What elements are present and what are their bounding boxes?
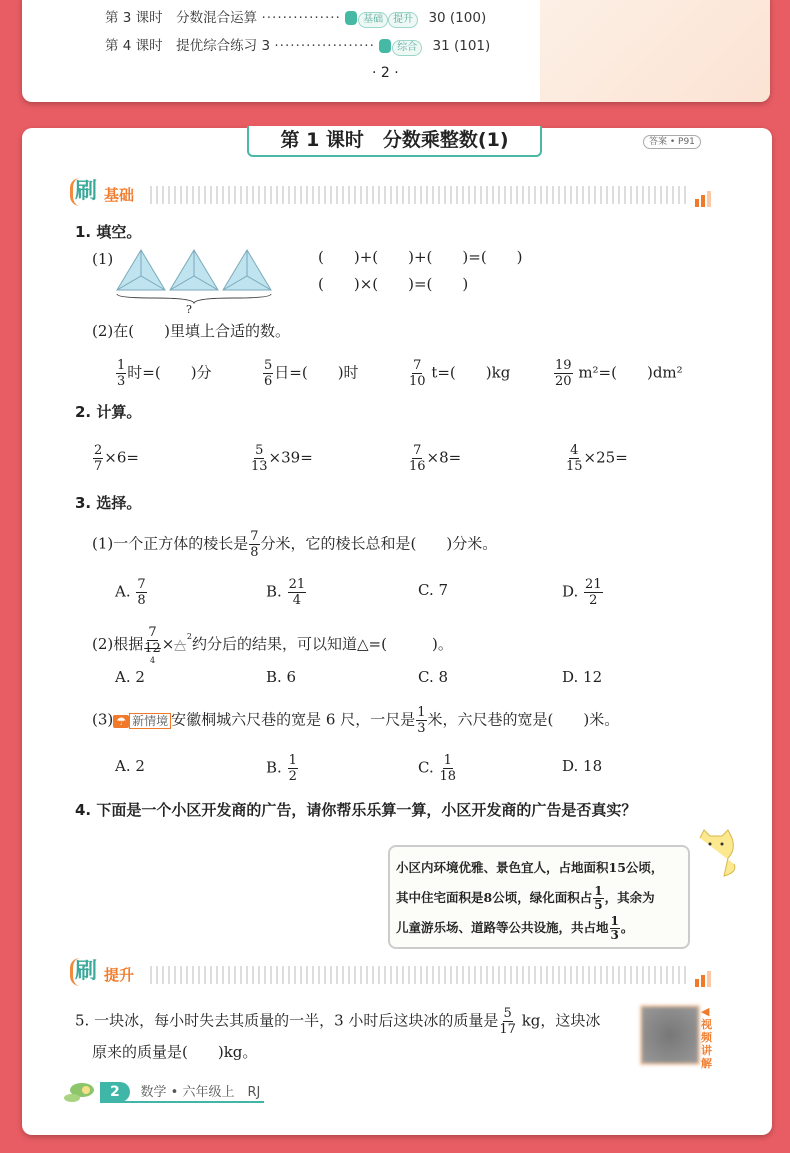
crossed-triangle: △ <box>174 635 186 653</box>
text: 其中住宅面积是8公顷，绿化面积占 <box>396 890 593 905</box>
text: 7 <box>137 577 146 592</box>
text: 8 <box>137 593 146 608</box>
calc-item[interactable]: $\frac{5}{13}$ ×39= <box>251 443 313 474</box>
option-c[interactable]: C. 7 <box>418 581 449 599</box>
fraction <box>116 358 126 389</box>
section-header-basic <box>70 178 715 208</box>
text: 3 <box>117 374 126 389</box>
book-title: 数学 • 六年级上 RJ <box>140 1085 261 1100</box>
text: 3 <box>610 928 619 942</box>
text: 17 <box>499 1022 516 1037</box>
section-label: 基础 <box>104 186 135 204</box>
text: 20 <box>555 374 572 389</box>
toc-row[interactable] <box>105 8 486 28</box>
toc-name: 提优综合练习 3 <box>176 38 271 54</box>
footer <box>100 1081 264 1103</box>
option-c[interactable]: C. $\frac{1}{18}$ <box>418 753 457 784</box>
text: 21 <box>585 577 602 592</box>
fill-item[interactable]: $\frac{5}{6}$ 日=( )时 <box>264 358 359 389</box>
text: 5 <box>255 443 264 458</box>
text: 10 <box>409 374 426 389</box>
calc-item[interactable]: $\frac{4}{15}$ ×25= <box>566 443 628 474</box>
text: 5 <box>264 358 273 373</box>
text <box>396 883 682 913</box>
toc-dots: ··············· <box>261 10 341 26</box>
lesson-title: 第 1 课时 分数乘整数(1) <box>247 126 542 157</box>
text: 儿童游乐场、道路等公共设施，共占地 <box>396 920 609 935</box>
sub-question-text: (2)根据 7 12 4 ×△$^2$约分后的结果，可以知道△=( )。 <box>92 625 453 665</box>
leaf-decoration-icon <box>64 1076 100 1106</box>
text: 1 <box>443 753 452 768</box>
fraction <box>499 1006 516 1037</box>
toc-row[interactable] <box>105 36 490 56</box>
text: 12 <box>144 641 161 656</box>
text: 4 <box>292 593 301 608</box>
fraction <box>409 358 426 389</box>
fraction <box>136 577 146 608</box>
text: 。 <box>620 920 634 935</box>
question-2-title: 2. 计算。 <box>75 403 142 421</box>
section-label: 提升 <box>104 966 135 984</box>
fraction <box>566 443 583 474</box>
brush-icon <box>345 11 357 25</box>
text: 2 <box>589 593 598 608</box>
text: 2 <box>288 769 297 784</box>
text: 1 <box>117 358 126 373</box>
text: 4 <box>570 443 579 458</box>
divider <box>150 186 690 204</box>
fraction <box>593 885 603 912</box>
text: 1 <box>594 884 603 898</box>
brush-icon <box>379 39 391 53</box>
badge: 综合 <box>392 40 422 56</box>
text: 19 <box>555 358 572 373</box>
text: ，其余为 <box>604 890 655 905</box>
text: 小区内环境优雅、景色宜人，占地面积15公顷， <box>396 860 664 875</box>
option-a[interactable]: A. 2 <box>115 757 145 775</box>
text: 7 <box>148 625 157 640</box>
page-number: 2 <box>100 1082 130 1102</box>
question-4-title: 4. 下面是一个小区开发商的广告，请你帮乐乐算一算，小区开发商的广告是否真实？ <box>75 801 637 819</box>
toc-name: 分数混合运算 <box>176 10 258 26</box>
answer-tag[interactable]: 答案 • P91 <box>643 135 701 149</box>
text: 5 <box>503 1006 512 1021</box>
fraction <box>251 443 268 474</box>
fraction <box>288 753 298 784</box>
fraction <box>249 529 259 560</box>
text: 5 <box>594 898 603 912</box>
calc-item[interactable]: $\frac{7}{16}$ ×8= <box>409 443 462 474</box>
reduced-value: 2 <box>186 632 193 641</box>
option-d[interactable]: D. $\frac{21}{2}$ <box>562 577 602 608</box>
option-b[interactable]: B. 6 <box>266 668 297 686</box>
text: 6 <box>264 374 273 389</box>
triangles-figure <box>114 246 274 316</box>
question-5-text: 5. 一块冰，每小时失去其质量的一半，3 小时后这块冰的质量是 $\frac{5}{17}$ kg，这块冰 <box>75 1006 601 1037</box>
level-bars-icon <box>695 188 713 207</box>
text: 15 <box>566 459 583 474</box>
answer-equation[interactable]: ( )+( )+( )=( ) <box>318 248 523 266</box>
text: 16 <box>409 459 426 474</box>
qr-code[interactable] <box>640 1005 700 1065</box>
text: 8 <box>250 545 259 560</box>
text: 18 <box>439 769 457 784</box>
answer-equation[interactable]: ( )×( )=( ) <box>318 275 469 293</box>
text: 2 <box>94 443 103 458</box>
sub-question-text: (3) ☂ 新情境 安徽桐城六尺巷的宽是 6 尺，一尺是 $\frac{1}{3}$ 米，六尺巷的宽是( )米。 <box>92 705 620 736</box>
badge: 基础 <box>358 12 388 28</box>
advertisement-box <box>388 845 690 949</box>
option-a[interactable]: A. $\frac{7}{8}$ <box>115 577 146 608</box>
text: 1 <box>288 753 297 768</box>
brush-icon: 刷 <box>70 958 97 986</box>
text: 13 <box>251 459 268 474</box>
sub-question-text: (2)在( )里填上合适的数。 <box>92 322 290 340</box>
decorative-panel <box>540 0 770 102</box>
fraction <box>409 443 426 474</box>
question-3-title: 3. 选择。 <box>75 494 142 512</box>
fraction <box>584 577 603 608</box>
toc-page: 31 (101) <box>432 38 491 54</box>
text: 7 <box>413 443 422 458</box>
fraction <box>440 753 457 784</box>
calc-item[interactable]: $\frac{2}{7}$ ×6= <box>94 443 139 474</box>
text: 3 <box>417 721 426 736</box>
option-c[interactable]: C. 8 <box>418 668 449 686</box>
question-1-title: 1. 填空。 <box>75 223 142 241</box>
fill-item[interactable]: $\frac{19}{20}$ m²=( )dm² <box>555 358 683 389</box>
fraction <box>288 577 307 608</box>
video-explanation-link[interactable]: ◀视频讲解 <box>701 1005 712 1070</box>
sub-question-text: (1)一个正方体的棱长是 $\frac{7}{8}$ 分米，它的棱长总和是( )分米。 <box>92 529 498 560</box>
fill-item[interactable]: $\frac{7}{10}$ t=( )kg <box>409 358 511 389</box>
fraction <box>610 915 620 942</box>
text: 7 <box>413 358 422 373</box>
fraction <box>263 358 273 389</box>
unknown-mark: ? <box>186 303 192 316</box>
fraction <box>144 625 161 665</box>
text: 21 <box>288 577 306 592</box>
text: 1 <box>417 705 426 720</box>
toc-dots: ··················· <box>274 38 375 54</box>
badge: 提升 <box>388 12 418 28</box>
toc-lesson: 第 4 课时 <box>105 38 163 54</box>
option-b[interactable]: B. $\frac{1}{2}$ <box>266 753 297 784</box>
text: 7 <box>94 459 103 474</box>
section-header-advanced <box>70 958 715 988</box>
toc-lesson: 第 3 课时 <box>105 10 163 26</box>
option-d[interactable]: D. 18 <box>562 757 603 775</box>
fraction <box>554 358 573 389</box>
cat-illustration-icon <box>694 828 738 880</box>
umbrella-icon: ☂ <box>113 715 129 728</box>
sub-question-label: (1) <box>92 250 114 268</box>
fill-item[interactable]: $\frac{1}{3}$ 时=( )分 <box>117 358 212 389</box>
brush-icon: 刷 <box>70 178 97 206</box>
toc-page-number: · 2 · <box>372 65 399 81</box>
text <box>396 913 682 943</box>
toc-page: 30 (100) <box>428 10 487 26</box>
option-b[interactable]: B. $\frac{21}{4}$ <box>266 577 306 608</box>
level-bars-icon <box>695 968 713 987</box>
new-scenario-tag: 新情境 <box>129 713 171 729</box>
divider <box>150 966 690 984</box>
text: 4 <box>149 656 156 665</box>
fraction <box>416 705 426 736</box>
option-d[interactable]: D. 12 <box>562 668 603 686</box>
option-a[interactable]: A. 2 <box>115 668 145 686</box>
question-5-answer-line[interactable]: 原来的质量是( )kg。 <box>92 1043 258 1061</box>
fraction <box>93 443 103 474</box>
text: 7 <box>250 529 259 544</box>
text: 1 <box>610 914 619 928</box>
